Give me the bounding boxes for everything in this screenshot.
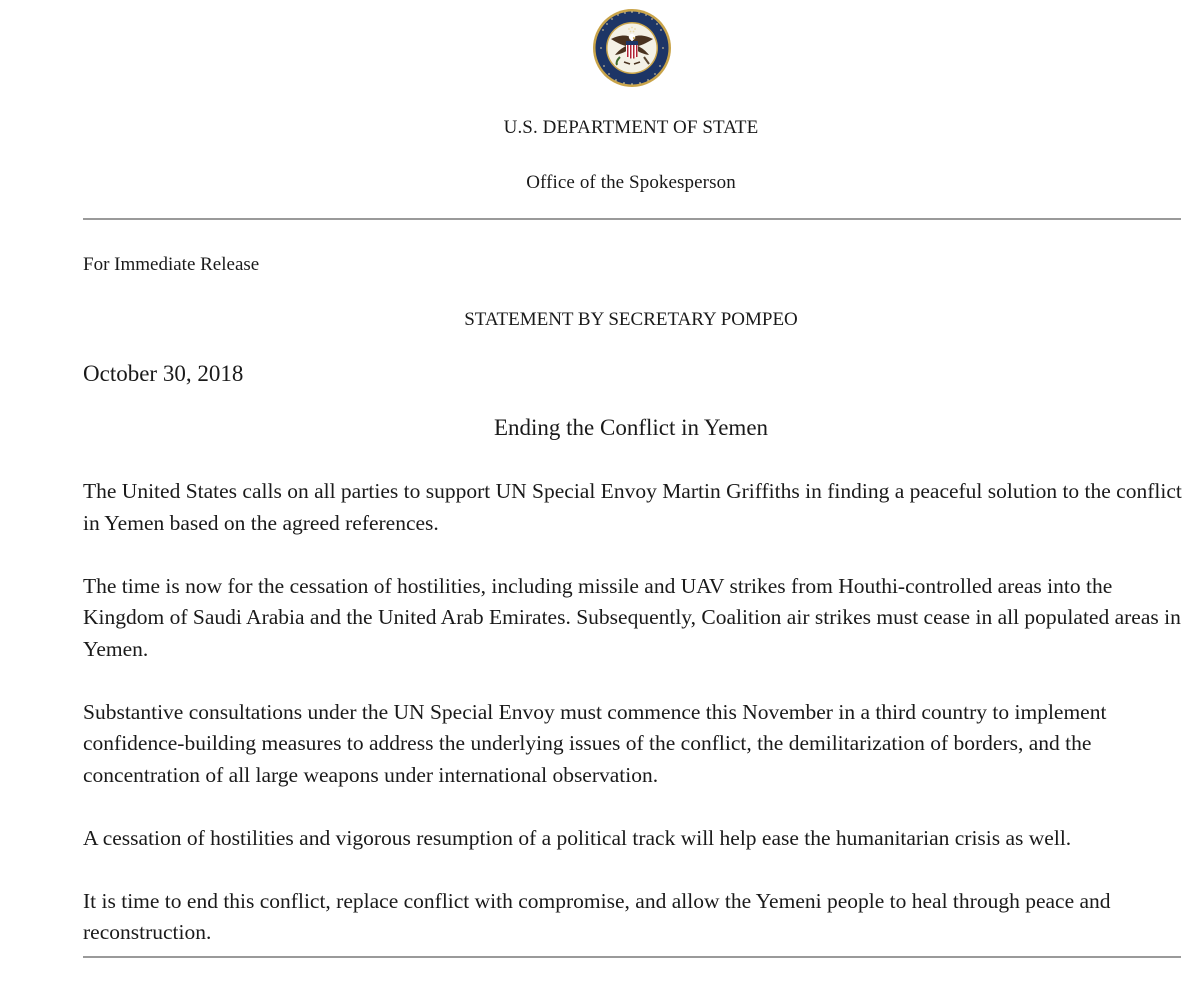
department-seal <box>592 8 672 88</box>
office-name: Office of the Spokesperson <box>526 172 736 193</box>
eagle-seal-icon <box>592 8 672 88</box>
statement-title: STATEMENT BY SECRETARY POMPEO <box>464 309 798 330</box>
body-paragraph: It is time to end this conflict, replace conflict with compromise, and allow the Yemeni people to heal through peace and reconstruction. <box>83 888 1111 944</box>
header-divider <box>83 218 1181 220</box>
body-paragraph: The United States calls on all parties to support UN Special Envoy Martin Griffiths in finding a peaceful solution to the conflict in Yemen based on the agreed references. <box>83 479 1182 535</box>
statement-subject: Ending the Conflict in Yemen <box>493 415 769 440</box>
body-paragraph: The time is now for the cessation of hostilities, including missile and UAV strikes from Houthi-controlled areas into the Kingdom of Saudi Arabia and the United Arab Emirates. Subsequently, Coalition air strikes must cease in all populated areas in Yemen. <box>83 573 1181 661</box>
body-paragraph: A cessation of hostilities and vigorous resumption of a political track will help ease the humanitarian crisis as well. <box>83 825 1072 850</box>
agency-name: U.S. DEPARTMENT OF STATE <box>503 117 759 138</box>
release-date: October 30, 2018 <box>83 361 244 386</box>
body-paragraph: Substantive consultations under the UN Special Envoy must commence this November in a third country to implement confidence-building measures to address the underlying issues of the conflict, the demilitarization of borders, and the concentration of all large weapons under international observation. <box>83 699 1107 787</box>
statement-body <box>83 476 1193 980</box>
release-label: For Immediate Release <box>83 254 260 275</box>
footer-divider <box>83 956 1181 958</box>
